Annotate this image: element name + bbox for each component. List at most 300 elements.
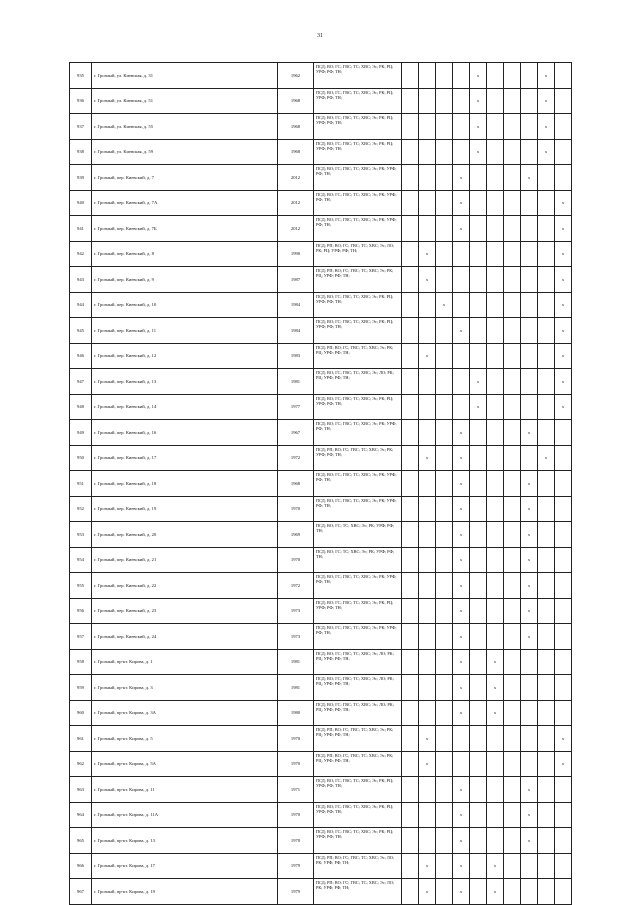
mark-cell — [436, 726, 453, 752]
mark-cell — [538, 802, 555, 828]
services-list-cell: ПСД; ВО; ГС; ГВС; ТС; ХВС; Эс; РК; РЦ; УРФ; РФ; ТН; — [314, 292, 402, 318]
mark-cell — [436, 165, 453, 191]
mark-cell — [470, 292, 487, 318]
mark-cell — [538, 879, 555, 905]
address-cell: г. Грозный, пер. Киевский, д. 20 — [92, 522, 278, 548]
row-number-cell: 954 — [70, 547, 92, 573]
mark-cell — [504, 471, 521, 497]
mark-cell — [487, 216, 504, 242]
table-row — [70, 624, 572, 650]
mark-cell — [436, 573, 453, 599]
year-built-cell: 1970 — [278, 496, 314, 522]
mark-cell — [504, 420, 521, 446]
mark-cell: x — [555, 190, 572, 216]
row-number-cell: 948 — [70, 394, 92, 420]
mark-cell — [538, 369, 555, 395]
mark-cell — [436, 522, 453, 548]
mark-cell: x — [453, 165, 470, 191]
mark-cell — [555, 139, 572, 165]
mark-cell: x — [453, 777, 470, 803]
address-cell: г. Грозный, пер. Киевский, д. 23 — [92, 598, 278, 624]
mark-cell — [487, 190, 504, 216]
services-list-cell: ПСД; ВО; ГС; ГВС; ТС; ХВС; Эс; РК; РЦ; УРФ; РФ; ТН; — [314, 139, 402, 165]
mark-cell — [402, 802, 419, 828]
mark-cell — [538, 726, 555, 752]
mark-cell — [402, 292, 419, 318]
table-row — [70, 63, 572, 89]
mark-cell — [402, 114, 419, 140]
mark-cell — [453, 63, 470, 89]
mark-cell — [487, 573, 504, 599]
row-number-cell: 955 — [70, 573, 92, 599]
address-cell: г. Грозный, пр-кт. Кирова, д. 13 — [92, 828, 278, 854]
mark-cell — [436, 828, 453, 854]
mark-cell: x — [453, 216, 470, 242]
mark-cell — [402, 165, 419, 191]
mark-cell: x — [453, 471, 470, 497]
mark-cell — [504, 165, 521, 191]
mark-cell — [470, 522, 487, 548]
row-number-cell: 961 — [70, 726, 92, 752]
mark-cell — [487, 88, 504, 114]
mark-cell — [504, 241, 521, 267]
mark-cell: x — [453, 190, 470, 216]
mark-cell: x — [453, 675, 470, 701]
row-number-cell: 959 — [70, 675, 92, 701]
mark-cell: x — [555, 267, 572, 293]
mark-cell — [402, 471, 419, 497]
mark-cell — [487, 318, 504, 344]
table-row — [70, 522, 572, 548]
row-number-cell: 949 — [70, 420, 92, 446]
year-built-cell: 1973 — [278, 624, 314, 650]
address-cell: г. Грозный, пер. Киевский, д. 11 — [92, 318, 278, 344]
row-number-cell: 952 — [70, 496, 92, 522]
mark-cell — [402, 496, 419, 522]
mark-cell — [555, 522, 572, 548]
table-row — [70, 318, 572, 344]
mark-cell — [555, 63, 572, 89]
mark-cell — [402, 369, 419, 395]
mark-cell: x — [453, 700, 470, 726]
table-row — [70, 496, 572, 522]
mark-cell — [419, 496, 436, 522]
mark-cell — [402, 216, 419, 242]
mark-cell: x — [419, 879, 436, 905]
mark-cell — [436, 216, 453, 242]
mark-cell — [470, 700, 487, 726]
mark-cell: x — [521, 624, 538, 650]
services-list-cell: ПСД; ВО; ГС; ГВС; ТС; ХВС; Эс; РК; РЦ; УРФ; РФ; ТН; — [314, 88, 402, 114]
year-built-cell: 1984 — [278, 292, 314, 318]
year-built-cell: 1973 — [278, 598, 314, 624]
services-list-cell: ПСД; ВО; ГС; ГВС; ТС; ХВС; Эс; РК; РЦ; УРФ; РФ; ТН; — [314, 114, 402, 140]
mark-cell — [436, 598, 453, 624]
mark-cell — [453, 88, 470, 114]
mark-cell — [453, 292, 470, 318]
mark-cell — [538, 598, 555, 624]
mark-cell — [555, 700, 572, 726]
table-row — [70, 139, 572, 165]
mark-cell: x — [555, 343, 572, 369]
year-built-cell: 1979 — [278, 853, 314, 879]
mark-cell — [538, 828, 555, 854]
table-row — [70, 828, 572, 854]
address-cell: г. Грозный, пер. Киевский, д. 17 — [92, 445, 278, 471]
mark-cell — [504, 853, 521, 879]
mark-cell: x — [419, 445, 436, 471]
mark-cell: x — [555, 318, 572, 344]
mark-cell — [504, 649, 521, 675]
services-list-cell: ПСД; РП; ВО; ГС; ГВС; ТС; ХВС; Эс; РК; УРФ; РФ; ТН; — [314, 445, 402, 471]
mark-cell — [504, 63, 521, 89]
mark-cell — [402, 190, 419, 216]
mark-cell — [538, 267, 555, 293]
mark-cell: x — [453, 879, 470, 905]
mark-cell — [538, 751, 555, 777]
mark-cell — [436, 394, 453, 420]
mark-cell — [487, 394, 504, 420]
mark-cell — [402, 853, 419, 879]
mark-cell: x — [521, 496, 538, 522]
mark-cell — [487, 547, 504, 573]
year-built-cell: 1980 — [278, 700, 314, 726]
mark-cell — [538, 165, 555, 191]
mark-cell — [436, 675, 453, 701]
mark-cell — [521, 751, 538, 777]
mark-cell — [487, 445, 504, 471]
mark-cell — [402, 88, 419, 114]
mark-cell — [521, 369, 538, 395]
mark-cell: x — [555, 292, 572, 318]
address-cell: г. Грозный, пер. Киевский, д. 12 — [92, 343, 278, 369]
mark-cell — [470, 802, 487, 828]
row-number-cell: 958 — [70, 649, 92, 675]
row-number-cell: 964 — [70, 802, 92, 828]
year-built-cell: 1970 — [278, 547, 314, 573]
year-built-cell: 1970 — [278, 828, 314, 854]
mark-cell: x — [555, 394, 572, 420]
services-list-cell: ПСД; ВО; ГС; ГВС; ТС; ХВС; Эс; РК; РЦ; УРФ; РФ; ТН; — [314, 63, 402, 89]
address-cell: г. Грозный, пр-кт. Кирова, д. 3 — [92, 675, 278, 701]
mark-cell — [419, 522, 436, 548]
table-row — [70, 700, 572, 726]
row-number-cell: 966 — [70, 853, 92, 879]
mark-cell: x — [521, 573, 538, 599]
row-number-cell: 951 — [70, 471, 92, 497]
row-number-cell: 943 — [70, 267, 92, 293]
address-cell: г. Грозный, пр-кт. Кирова, д. 19 — [92, 879, 278, 905]
mark-cell: x — [419, 343, 436, 369]
mark-cell — [555, 828, 572, 854]
mark-cell: x — [419, 853, 436, 879]
mark-cell: x — [521, 802, 538, 828]
mark-cell: x — [453, 547, 470, 573]
address-cell: г. Грозный, пер. Киевский, д. 18 — [92, 471, 278, 497]
mark-cell: x — [487, 853, 504, 879]
mark-cell — [470, 471, 487, 497]
services-list-cell: ПСД; ВО; ГС; ГВС; ТС; ХВС; Эс; РК; УРФ; РФ; ТН; — [314, 471, 402, 497]
mark-cell — [521, 675, 538, 701]
page-number: 31 — [317, 33, 323, 39]
mark-cell — [538, 777, 555, 803]
address-cell: г. Грозный, ул. Киевская, д. 31 — [92, 63, 278, 89]
mark-cell — [436, 471, 453, 497]
address-cell: г. Грозный, пр-кт. Кирова, д. 1 — [92, 649, 278, 675]
mark-cell: x — [521, 828, 538, 854]
mark-cell — [538, 241, 555, 267]
mark-cell — [419, 139, 436, 165]
mark-cell — [521, 394, 538, 420]
mark-cell: x — [453, 522, 470, 548]
mark-cell: x — [521, 420, 538, 446]
mark-cell — [470, 777, 487, 803]
mark-cell — [504, 624, 521, 650]
address-cell: г. Грозный, пер. Киевский, д. 14 — [92, 394, 278, 420]
mark-cell: x — [521, 522, 538, 548]
mark-cell — [453, 114, 470, 140]
row-number-cell: 950 — [70, 445, 92, 471]
mark-cell — [453, 751, 470, 777]
mark-cell — [402, 624, 419, 650]
mark-cell — [419, 190, 436, 216]
mark-cell — [504, 726, 521, 752]
row-number-cell: 936 — [70, 88, 92, 114]
mark-cell: x — [453, 420, 470, 446]
mark-cell — [470, 267, 487, 293]
mark-cell: x — [419, 726, 436, 752]
mark-cell — [487, 496, 504, 522]
table-row — [70, 88, 572, 114]
mark-cell — [504, 216, 521, 242]
mark-cell — [436, 853, 453, 879]
address-cell: г. Грозный, пер. Киевский, д. 9 — [92, 267, 278, 293]
mark-cell: x — [521, 471, 538, 497]
table-row — [70, 190, 572, 216]
mark-cell — [555, 598, 572, 624]
services-list-cell: ПСД; ВО; ГС; ГВС; ТС; ХВС; Эс; РК; УРФ; РФ; ТН; — [314, 190, 402, 216]
mark-cell — [555, 471, 572, 497]
mark-cell: x — [538, 88, 555, 114]
address-cell: г. Грозный, пер. Киевский, д. 22 — [92, 573, 278, 599]
services-list-cell: ПСД; ВО; ГС; ГВС; ТС; ХВС; Эс; РК; РЦ; УРФ; РФ; ТН; — [314, 777, 402, 803]
services-list-cell: ПСД; РП; ВО; ГС; ГВС; ТС; ХВС; Эс; ЛО; РК; УРФ; РФ; ТН; — [314, 879, 402, 905]
mark-cell — [555, 777, 572, 803]
address-cell: г. Грозный, пер. Киевский, д. 19 — [92, 496, 278, 522]
mark-cell — [487, 165, 504, 191]
mark-cell — [470, 853, 487, 879]
row-number-cell: 963 — [70, 777, 92, 803]
mark-cell — [419, 88, 436, 114]
mark-cell — [419, 369, 436, 395]
mark-cell — [521, 318, 538, 344]
mark-cell — [436, 751, 453, 777]
table-row — [70, 216, 572, 242]
year-built-cell: 1970 — [278, 751, 314, 777]
services-list-cell: ПСД; ВО; ГС; ГВС; ТС; ХВС; Эс; РК; УРФ; РФ; ТН; — [314, 165, 402, 191]
mark-cell — [470, 190, 487, 216]
mark-cell — [538, 853, 555, 879]
table-row — [70, 445, 572, 471]
row-number-cell: 960 — [70, 700, 92, 726]
mark-cell — [419, 624, 436, 650]
services-list-cell: ПСД; ВО; ГС; ГВС; ТС; ХВС; Эс; ЛО; РК; РЦ; УРФ; РФ; ТН; — [314, 649, 402, 675]
mark-cell — [470, 879, 487, 905]
mark-cell — [436, 63, 453, 89]
mark-cell — [402, 649, 419, 675]
mark-cell — [419, 318, 436, 344]
mark-cell — [402, 318, 419, 344]
mark-cell — [436, 624, 453, 650]
services-list-cell: ПСД; РП; ВО; ГС; ГВС; ТС; ХВС; Эс; РК; РЦ; УРФ; РФ; ТН; — [314, 267, 402, 293]
row-number-cell: 957 — [70, 624, 92, 650]
services-list-cell: ПСД; ВО; ГС; ГВС; ТС; ХВС; Эс; РК; РЦ; УРФ; РФ; ТН; — [314, 394, 402, 420]
table-row — [70, 267, 572, 293]
mark-cell — [487, 522, 504, 548]
mark-cell — [470, 241, 487, 267]
mark-cell — [538, 675, 555, 701]
mark-cell — [402, 598, 419, 624]
mark-cell — [487, 267, 504, 293]
mark-cell — [470, 675, 487, 701]
mark-cell — [402, 879, 419, 905]
mark-cell — [538, 420, 555, 446]
address-cell: г. Грозный, ул. Киевская, д. 55 — [92, 114, 278, 140]
mark-cell: x — [538, 445, 555, 471]
mark-cell — [402, 139, 419, 165]
mark-cell — [487, 777, 504, 803]
mark-cell: x — [487, 879, 504, 905]
services-list-cell: ПСД; ВО; ГС; ГВС; ТС; ХВС; Эс; РК; РЦ; УРФ; РФ; ТН; — [314, 318, 402, 344]
services-list-cell: ПСД; ВО; ГС; ГВС; ТС; ХВС; Эс; ЛО; РК; РЦ; УРФ; РФ; ТН; — [314, 675, 402, 701]
mark-cell — [470, 726, 487, 752]
mark-cell — [521, 853, 538, 879]
table-row — [70, 777, 572, 803]
mark-cell — [504, 343, 521, 369]
mark-cell — [487, 343, 504, 369]
mark-cell — [402, 777, 419, 803]
mark-cell — [470, 828, 487, 854]
mark-cell — [538, 573, 555, 599]
table-row — [70, 598, 572, 624]
mark-cell — [487, 751, 504, 777]
table-row — [70, 471, 572, 497]
address-cell: г. Грозный, пр-кт. Кирова, д. 5А — [92, 751, 278, 777]
mark-cell — [419, 165, 436, 191]
mark-cell — [402, 343, 419, 369]
mark-cell: x — [436, 292, 453, 318]
mark-cell — [419, 802, 436, 828]
mark-cell — [402, 675, 419, 701]
mark-cell — [504, 190, 521, 216]
mark-cell — [470, 547, 487, 573]
mark-cell — [436, 139, 453, 165]
address-cell: г. Грозный, пер. Киевский, д. 24 — [92, 624, 278, 650]
mark-cell — [504, 394, 521, 420]
services-list-cell: ПСД; ВО; ГС; ГВС; ТС; ХВС; Эс; РК; УРФ; РФ; ТН; — [314, 624, 402, 650]
mark-cell: x — [555, 751, 572, 777]
mark-cell — [504, 139, 521, 165]
mark-cell — [436, 267, 453, 293]
row-number-cell: 967 — [70, 879, 92, 905]
table-row — [70, 343, 572, 369]
mark-cell — [419, 292, 436, 318]
mark-cell — [538, 649, 555, 675]
row-number-cell: 965 — [70, 828, 92, 854]
year-built-cell: 1962 — [278, 63, 314, 89]
mark-cell — [419, 63, 436, 89]
mark-cell: x — [521, 777, 538, 803]
mark-cell — [419, 420, 436, 446]
mark-cell: x — [521, 165, 538, 191]
mark-cell — [521, 445, 538, 471]
mark-cell — [419, 649, 436, 675]
year-built-cell: 1968 — [278, 88, 314, 114]
services-list-cell: ПСД; РП; ВО; ГС; ГВС; ТС; ХВС; Эс; ЛО; РК; УРФ; РФ; ТН; — [314, 853, 402, 879]
mark-cell — [555, 496, 572, 522]
mark-cell — [504, 318, 521, 344]
mark-cell — [504, 879, 521, 905]
mark-cell — [436, 547, 453, 573]
mark-cell: x — [470, 369, 487, 395]
mark-cell — [555, 853, 572, 879]
year-built-cell: 1972 — [278, 573, 314, 599]
mark-cell: x — [453, 853, 470, 879]
services-list-cell: ПСД; РП; ВО; ГС; ГВС; ТС; ХВС; Эс; РК; РЦ; УРФ; РФ; ТН; — [314, 726, 402, 752]
mark-cell: x — [453, 828, 470, 854]
mark-cell: x — [470, 394, 487, 420]
mark-cell: x — [453, 624, 470, 650]
row-number-cell: 947 — [70, 369, 92, 395]
year-built-cell: 1968 — [278, 471, 314, 497]
mark-cell: x — [453, 802, 470, 828]
table-row — [70, 394, 572, 420]
mark-cell — [504, 675, 521, 701]
mark-cell — [487, 369, 504, 395]
mark-cell — [453, 394, 470, 420]
mark-cell — [436, 114, 453, 140]
mark-cell: x — [453, 649, 470, 675]
mark-cell — [453, 267, 470, 293]
mark-cell — [436, 802, 453, 828]
year-built-cell: 1983 — [278, 343, 314, 369]
row-number-cell: 937 — [70, 114, 92, 140]
table-row — [70, 114, 572, 140]
mark-cell — [521, 88, 538, 114]
mark-cell — [419, 547, 436, 573]
services-list-cell: ПСД; РП; ВО; ГС; ГВС; ТС; ХВС; Эс; ЛО; РК; РЦ; УРФ; РФ; ТН; — [314, 241, 402, 267]
year-built-cell: 1981 — [278, 675, 314, 701]
mark-cell — [487, 624, 504, 650]
mark-cell: x — [419, 241, 436, 267]
mark-cell — [555, 573, 572, 599]
mark-cell — [402, 726, 419, 752]
mark-cell: x — [521, 547, 538, 573]
mark-cell — [453, 369, 470, 395]
mark-cell — [436, 318, 453, 344]
mark-cell — [419, 573, 436, 599]
mark-cell — [402, 573, 419, 599]
mark-cell — [419, 777, 436, 803]
services-list-cell: ПСД; ВО; ГС; ГВС; ТС; ХВС; Эс; РК; РЦ; УРФ; РФ; ТН; — [314, 802, 402, 828]
mark-cell: x — [487, 675, 504, 701]
mark-cell — [487, 471, 504, 497]
mark-cell — [436, 700, 453, 726]
mark-cell — [487, 139, 504, 165]
address-cell: г. Грозный, пр-кт. Кирова, д. 5 — [92, 726, 278, 752]
mark-cell — [504, 369, 521, 395]
mark-cell — [487, 420, 504, 446]
